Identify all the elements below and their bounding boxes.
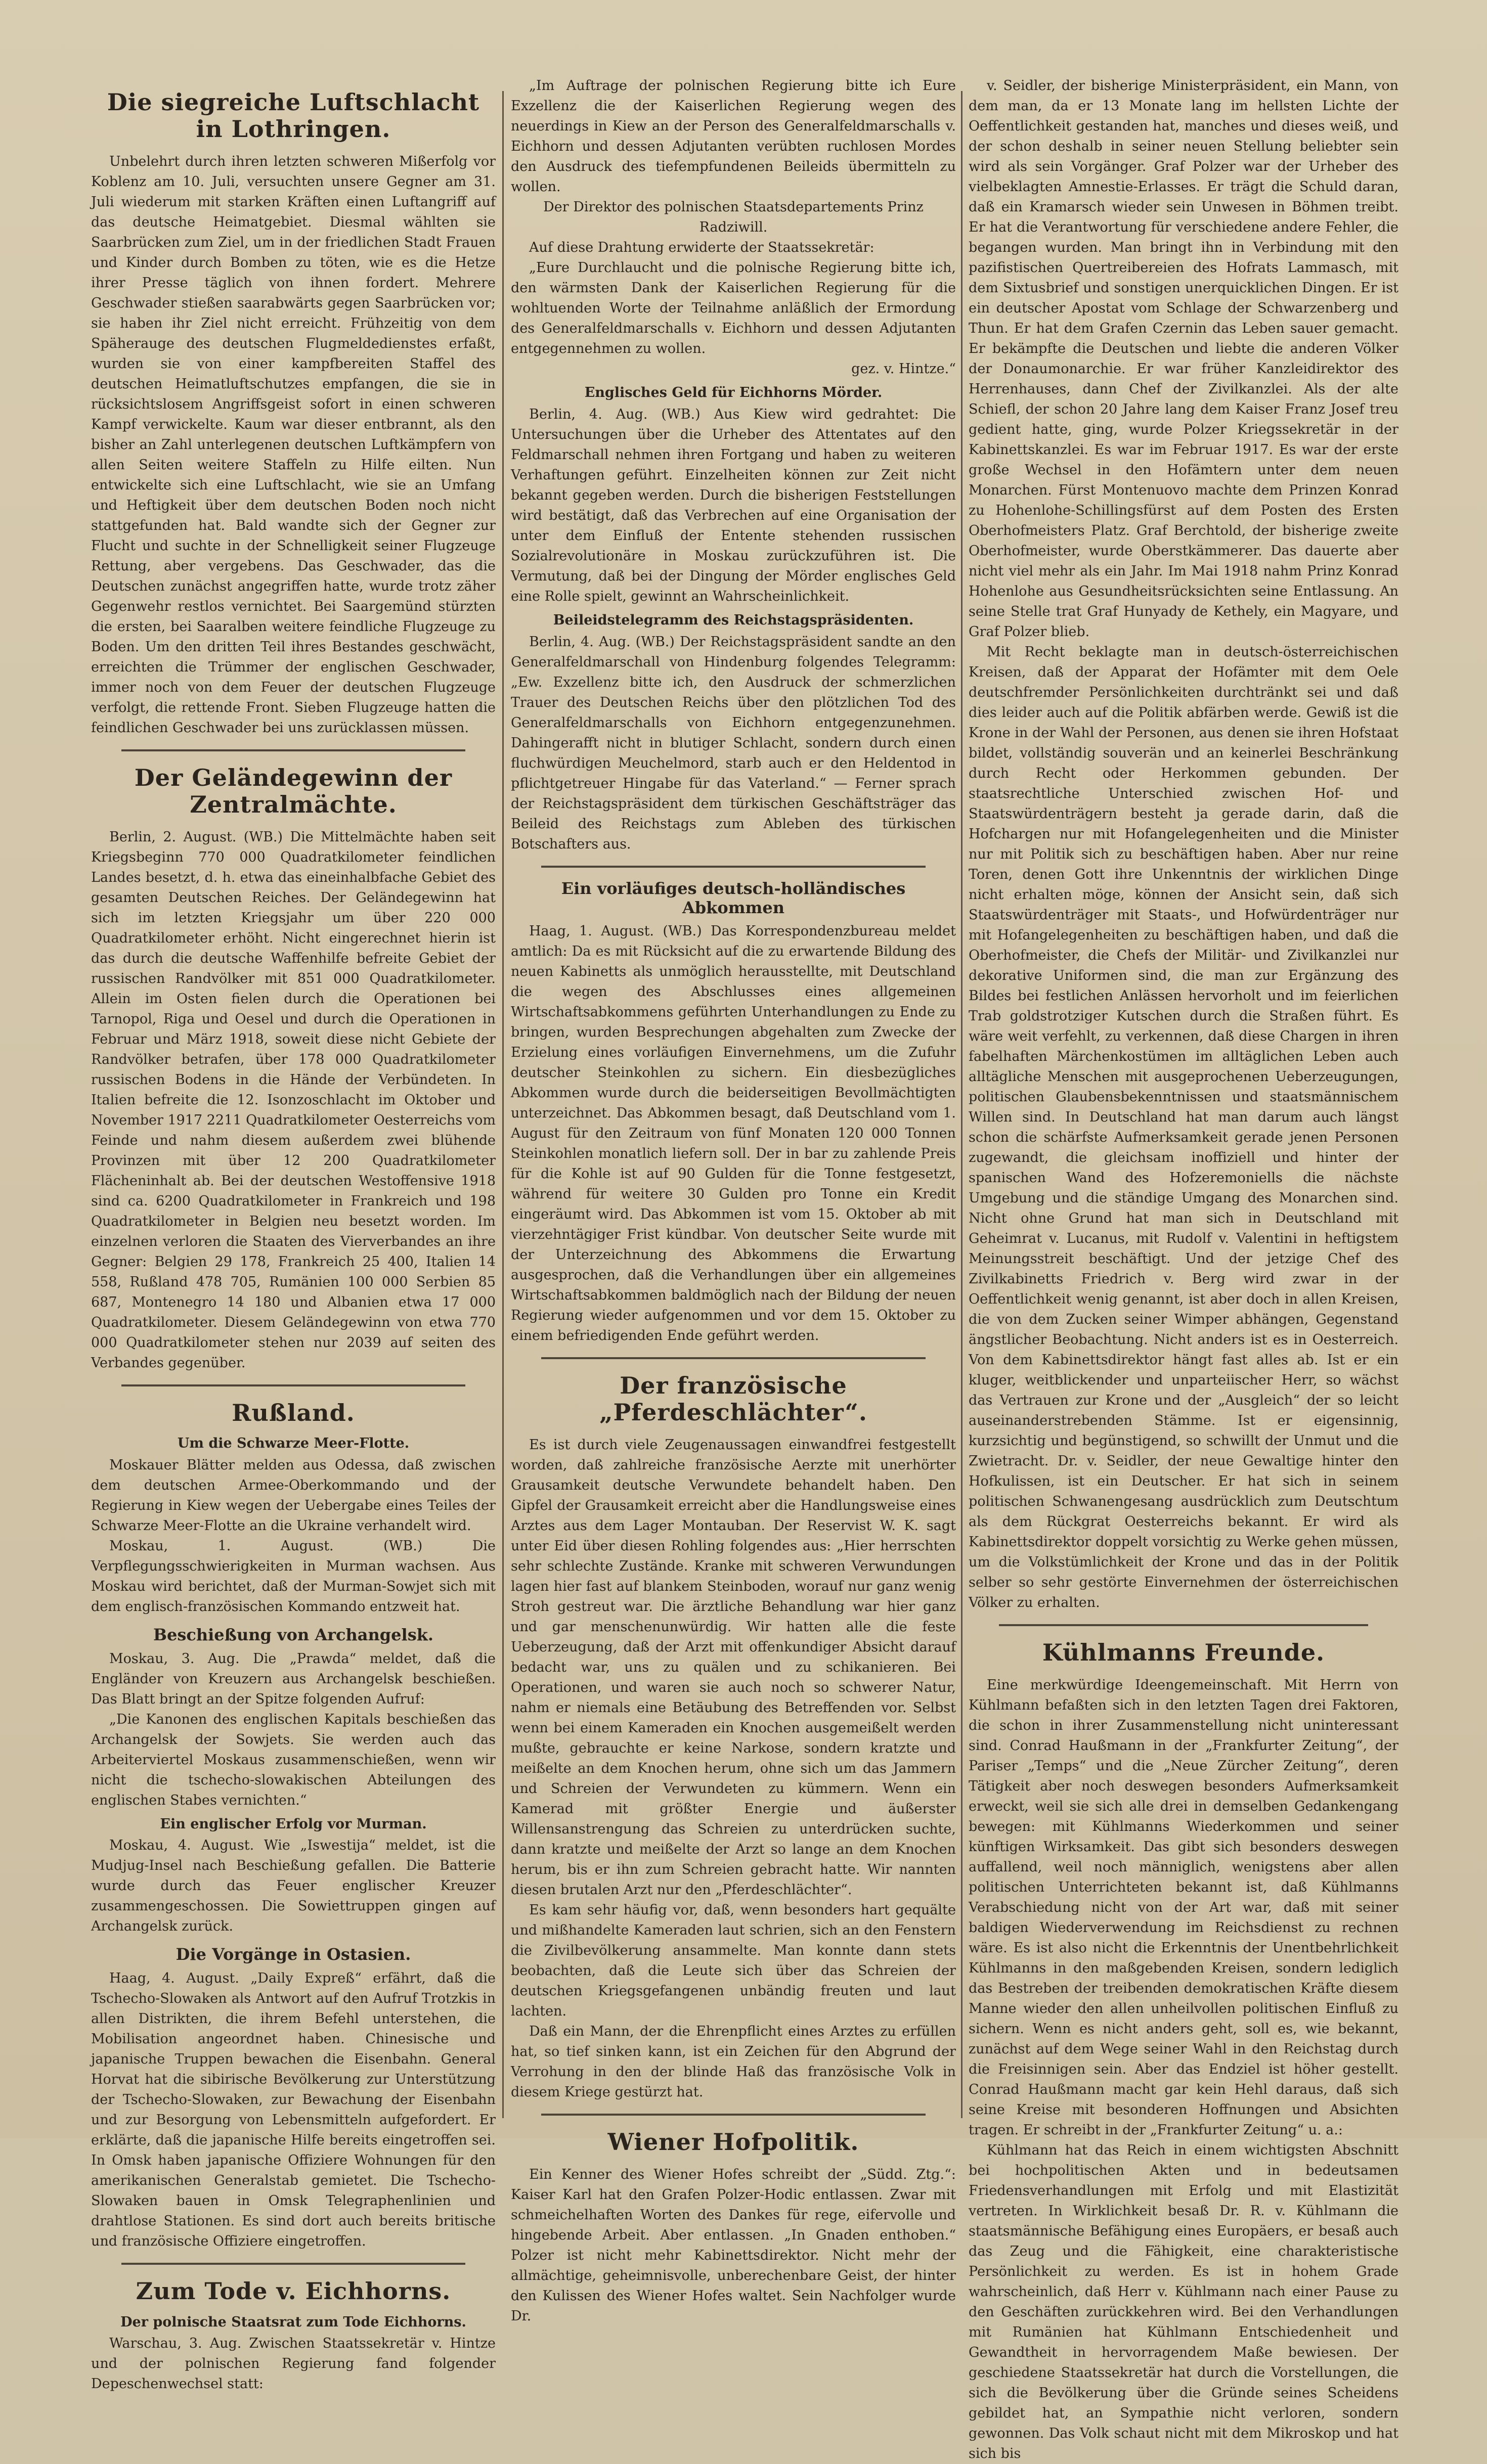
article-subheading: Die Vorgänge in Ostasien. bbox=[176, 1945, 411, 1964]
article-title: Rußland. bbox=[232, 1399, 355, 1426]
article-paragraph: Moskau, 4. August. Wie „Iswestija“ meldet, ist die Mudjug-Insel nach Beschießung gefallen. Die Batterie wurde durch das Feuer englischer Kreuzer zusammengeschossen. Die Sowiettruppen gingen auf Archangelsk zurück. bbox=[91, 1838, 496, 1935]
article-separator bbox=[999, 1624, 1368, 1626]
article-paragraph: Berlin, 4. Aug. (WB.) Der Reichstagspräsident sandte an den Generalfeldmarschall von Hindenburg folgendes Telegramm: „Ew. Exzellenz bitte ich, den Ausdruck der schmerzlichen Trauer des Deutschen Reichs über den plötzlichen Tod des Generalfeldmarschalls von Eichhorn entgegenzunehmen. Dahingerafft nicht in blutiger Schlacht, sondern durch einen fluchwürdigen Meuchelmord, starb auch er den Heldentod in pflichtgetreuer Hingabe für das Vaterland.“ — Ferner sprach der Reichstagspräsident dem türkischen Geschäftsträger das Beileid des Reichstags zum Ableben des türkischen Botschafters aus. bbox=[511, 634, 956, 852]
column-middle bbox=[511, 76, 956, 2324]
article-paragraph: v. Seidler, der bisherige Ministerpräsident, ein Mann, von dem man, da er 13 Monate lang im hellsten Lichte der Oeffentlichkeit gestanden hat, manches und dieses weiß, und der schon deshalb in seiner neuen Stellung beliebter sein wird als sein Vorgänger. Graf Polzer war der Urheber des vielbeklagten Amnestie-Erlasses. Er trägt die Schuld daran, daß ein Kramarsch wieder sein Unwesen in Böhmen treibt. Er hat die Verantwortung für verschiedene andere Fehler, die begangen wurden. Man bringt ihn in Verbindung mit den pazifistischen Quertreibereien des Hofrats Lammasch, mit dem Sixtusbrief und sonstigen unerquicklichen Dingen. Er ist ein deutscher Apostat vom Schlage der Schwarzenberg und Thun. Er hat dem Grafen Czernin das Leben sauer gemacht. Er bekämpfte die Deutschen und liebte die anderen Völker der Donaumonarchie. Er war früher Kanzleidirektor des Herrenhauses, dann Chef der Zivilkanzlei. Als der alte Schiefl, der schon 20 Jahre lang dem Kaiser Franz Josef treu gedient hatte, ging, wurde Polzer Kriegssekretär in der Kabinettskanzlei. Es war im Februar 1917. Es war der erste große Wechsel in den Hofämtern unter dem neuen Monarchen. Fürst Montenuovo machte dem Prinzen Konrad zu Hohenlohe-Schillingsfürst auf dem Posten des Ersten Oberhofmeisters Platz. Graf Berchtold, der bisherige zweite Oberhofmeister, wurde Oberstkämmerer. Das dauerte aber nicht viel mehr als ein Jahr. Im Mai 1918 nahm Prinz Konrad Hohenlohe aus Gesundheitsrücksichten seine Entlassung. An seine Stelle trat Graf Hunyady de Kethely, ein Magyare, und Graf Polzer blieb. bbox=[969, 78, 1398, 640]
article-title: Kühlmanns Freunde. bbox=[1042, 1639, 1325, 1666]
article-paragraph: Berlin, 4. Aug. (WB.) Aus Kiew wird gedrahtet: Die Untersuchungen über die Urheber des Attentates auf den Feldmarschall nehmen ihren Fortgang und haben zu weiteren Verhaftungen geführt. Einzelheiten können zur Zeit nicht bekannt gegeben werden. Durch die bisherigen Feststellungen wird bestätigt, daß das Verbrechen auf eine Organisation der unter dem Einfluß der Entente stehenden russischen Sozialrevolutionäre in Moskau zurückzuführen ist. Die Vermutung, daß bei der Dingung der Mörder englisches Geld eine Rolle spielt, gewinnt an Wahrscheinlichkeit. bbox=[511, 406, 956, 604]
article-subheading: Englisches Geld für Eichhorns Mörder. bbox=[584, 385, 883, 400]
article-paragraph: Daß ein Mann, der die Ehrenpflicht eines Arztes zu erfüllen hat, so tief sinken kann, ist ein Zeichen für den Abgrund der Verrohung in den der blinde Haß das französische Volk in diesem Kriege gestürzt hat. bbox=[511, 2024, 956, 2100]
article-separator bbox=[121, 2263, 465, 2265]
column-right bbox=[969, 76, 1398, 2461]
article-paragraph: Berlin, 2. August. (WB.) Die Mittelmächte haben seit Kriegsbeginn 770 000 Quadratkilometer feindlichen Landes besetzt, d. h. etwa das eineinhalbfache Gebiet des gesamten Deutschen Reiches. Der Geländegewinn hat sich im letzten Kriegsjahr um über 220 000 Quadratkilometer erhöht. Nicht eingerechnet hierin ist das durch die deutsche Waffenhilfe befreite Gebiet der russischen Randvölker mit 851 000 Quadratkilometer. Allein im Osten fielen durch die Operationen bei Tarnopol, Riga und Oesel und durch die Operationen in Februar und März 1918, soweit diese nicht Gebiete der Randvölker betrafen, über 178 000 Quadratkilometer russischen Bodens in die Hände der Verbündeten. In Italien befreite die 12. Isonzoschlacht im Oktober und November 1917 2211 Quadratkilometer Oesterreichs vom Feinde und nahm diesem außerdem zwei blühende Provinzen mit über 12 200 Quadratkilometer Flächeninhalt ab. Bei der deutschen Westoffensive 1918 sind ca. 6200 Quadratkilometer in Frankreich und 198 Quadratkilometer in Belgien neu besetzt worden. Im einzelnen verloren die Staaten des Vierverbandes an ihre Gegner: Belgien 29 178, Frankreich 25 400, Italien 14 558, Rußland 478 705, Rumänien 100 000 Serbien 85 687, Montenegro 14 180 und Albanien etwa 17 000 Quadratkilometer. Diesem Geländegewinn von etwa 770 000 Quadratkilometer stehen nur 2039 auf seiten des Verbandes gegenüber. bbox=[91, 829, 496, 1371]
article-paragraph: Haag, 4. August. „Daily Expreß“ erfährt, daß die Tschecho-Slowaken als Antwort auf den Aufruf Trotzkis in allen Distrikten, die ihrem Befehl unterstehen, die Mobilisation angeordnet haben. Chinesische und japanische Truppen bewachen die Eisenbahn. General Horvat hat die sibirische Bevölkerung zur Unterstützung der Tschecho-Slowaken, zur Bewachung der Eisenbahn und zur Besorgung von Lebensmitteln aufgefordert. Er erklärte, daß die japanische Hilfe bereits eingetroffen sei. In Omsk haben japanische Offiziere Wohnungen für den amerikanischen Generalstab gemietet. Die Tschecho-Slowaken bauen in Omsk Telegraphenlinien und drahtlose Stationen. Es sind dort auch bereits britische und französische Offiziere eingetroffen. bbox=[91, 1970, 496, 2249]
article-paragraph: Moskauer Blätter melden aus Odessa, daß zwischen dem deutschen Armee-Oberkommando und der Regierung in Kiew wegen der Uebergabe eines Teiles der Schwarze Meer-Flotte an die Ukraine verhandelt wird. bbox=[91, 1457, 496, 1534]
article-title: Der Geländegewinn der Zentralmächte. bbox=[134, 764, 453, 818]
article-paragraph: Eine merkwürdige Ideengemeinschaft. Mit Herrn von Kühlmann befaßten sich in den letzten Tagen drei Faktoren, die schon in ihrer Zusammenstellung nicht uninteressant sind. Conrad Haußmann in der „Frankfurter Zeitung“, der Pariser „Temps“ und die „Neue Zürcher Zeitung“, deren Tätigkeit aber noch deswegen besonders Aufmerksamkeit erweckt, weil sie sich alle drei in demselben Gedankengang bewegen: mit Kühlmanns Wiederkommen und seiner künftigen Wirksamkeit. Das gibt sich besonders deswegen auffallend, weil noch männiglich, wenigstens aber allen politischen Unterrichteten bekannt ist, daß Kühlmanns Verabschiedung nicht von der Art war, daß mit seiner baldigen Wiederverwendung im Reichsdienst zu rechnen wäre. Es ist also nicht die Erkenntnis der Unentbehrlichkeit Kühlmanns in den maßgebenden Kreisen, sondern lediglich das Bestreben der treibenden demokratischen Kräfte diesem Manne wieder den allen unheilvollen politischen Einfluß zu sichern. Wenn es nicht anders geht, soll es, wie bekannt, zunächst auf dem Wege seiner Wahl in den Reichstag durch die Freisinnigen sein. Aber das Endziel ist höher gestellt. Conrad Haußmann macht gar kein Hehl daraus, daß sich seine Kreise mit besonderen Hoffnungen und Absichten tragen. Er schreibt in der „Frankfurter Zeitung“ u. a.: bbox=[969, 1677, 1398, 2138]
article-subheading: Beileidstelegramm des Reichstagspräsidenten. bbox=[553, 612, 914, 628]
signature: gez. v. Hintze.“ bbox=[851, 361, 956, 377]
article-subheading: Um die Schwarze Meer-Flotte. bbox=[177, 1436, 410, 1452]
article-separator bbox=[541, 1357, 926, 1359]
column-divider bbox=[961, 91, 963, 2118]
article-paragraph: Moskau, 3. Aug. Die „Prawda“ meldet, daß die Engländer von Kreuzern aus Archangelsk beschießen. Das Blatt bringt an der Spitze folgenden Aufruf: bbox=[91, 1650, 496, 1707]
article-quote: „Im Auftrage der polnischen Regierung bitte ich Eure Exzellenz die der Kaiserlichen Regierung wegen des neuerdings in Kiew an der Person des Generalfeldmarschalls v. Eichhorn und dessen Adjutanten verübten ruchlosen Mordes den Ausdruck des tiefempfundenen Beileids übermitteln zu wollen. bbox=[511, 78, 956, 195]
article-separator bbox=[541, 2114, 926, 2116]
article-paragraph: Mit Recht beklagte man in deutsch-österreichischen Kreisen, daß der Apparat der Hofämter mit dem Oele deutschfremder Persönlichkeiten durchtränkt sei und daß dies leider auch auf die Politik abfärben werde. Gewiß ist die Krone in der Wahl der Personen, aus denen sie ihren Hofstaat bildet, vollständig souverän und an keinerlei Beschränkung durch Recht oder Herkommen gebunden. Der staatsrechtliche Unterschied zwischen Hof- und Staatswürdenträgern besteht ja gerade darin, daß die Hofchargen nur mit Hofangelegenheiten und die Minister nur mit Politik sich zu beschäftigen haben. Aber nur reine Toren, denen Gott ihre Unkenntnis der wirklichen Dinge nicht erhalten möge, können der Ansicht sein, daß sich Staatswürdenträger mit Staats-, und Hofwürdenträger nur mit Hofangelegenheiten zu beschäftigen haben, und daß die Oberhofmeister, die Chefs der Militär- und Zivilkanzlei nur dekorative Uniformen sind, die man zur Ergänzung des Bildes bei festlichen Anlässen hervorholt und im feierlichen Trab goldstrotziger Kutschen durch die Straßen führt. Es wäre weit verfehlt, zu verkennen, daß diese Chargen in ihren fabelhaften Märchenkostümen im alltäglichen Leben auch alltägliche Menschen mit ausgeprochenen Ueberzeugungen, politischen Glaubensbekenntnissen und staatsmännischem Willen sind. In Deutschland hat man darum auch längst schon die schärfste Aufmerksamkeit gerade jenen Personen zugewandt, die gleichsam inoffiziell und hinter der spanischen Wand des Hofzeremoniells die nächste Umgebung und die ständige Umgang des Monarchen sind. Nicht ohne Grund hat man sich in Deutschland mit Geheimrat v. Lucanus, mit Rudolf v. Valentini in heftigstem Meinungsstreit beschäftigt. Und der jetzige Chef des Zivilkabinetts Friedrich v. Berg wird zwar in der Oeffentlichkeit wenig genannt, ist aber doch in allen Kreisen, die von dem Zucken seiner Wimper abhängen, Gegenstand ängstlicher Beobachtung. Nicht anders ist es in Oesterreich. Von dem Kabinettsdirektor hängt fast alles ab. Ist er ein kluger, weitblickender und unparteiischer Herr, so wächst das Vertrauen zur Krone und der „Ausgleich“ der so leicht auseinanderstrebenden Stämme. Ist er eigensinnig, kurzsichtig und begünstigend, so schwillt der Unmut und die Zwietracht. Dr. v. Seidler, der neue Gewaltige hinter den Hofkulissen, ist ein Deutscher. Er hat sich in seinem politischen Schwanengesang ausdrücklich zum Deutschtum als dem Rückgrat Oesterreichs bekannt. Er wird als Kabinettsdirektor doppelt vorsichtig zu Werke gehen müssen, um die Volkstümlichkeit der Krone und das in der Politik selber so sehr gestörte Einvernehmen der österreichischen Völker zu erhalten. bbox=[969, 644, 1398, 1610]
article-subheading: Der polnische Staatsrat zum Tode Eichhorns. bbox=[120, 2314, 466, 2330]
column-left bbox=[91, 76, 496, 2392]
article-title: Wiener Hofpolitik. bbox=[607, 2128, 859, 2156]
article-paragraph: Es kam sehr häufig vor, daß, wenn besonders hart gequälte und mißhandelte Kameraden laut schrien, sich an den Fenstern die Zivilbevölkerung ansammelte. Man konnte dann stets beobachten, daß die Leute sich über das Schreien der deutschen Kriegsgefangenen unbändig freuten und laut lachten. bbox=[511, 1902, 956, 2020]
column-divider bbox=[502, 91, 504, 2118]
article-separator bbox=[121, 749, 465, 751]
signature: Der Direktor des polnischen Staatsdepartements Prinz Radziwill. bbox=[543, 199, 924, 235]
article-paragraph: Kühlmann hat das Reich in einem wichtigsten Abschnitt bei hochpolitischen Akten und in bedeutsamen Friedensverhandlungen mit Erfolg und mit Elastizität vertreten. In Wirklichkeit besaß Dr. R. v. Kühlmann die staatsmännische Befähigung eines Europäers, er besaß auch das Zeug und die Fähigkeit, eine charakteristische Persönlichkeit zu werden. Es ist in hohem Grade wahrscheinlich, daß Herr v. Kühlmann nach einer Pause zu den Geschäften zurückkehren wird. Bei den Verhandlungen mit Rumänien hat Kühlmann Entschiedenheit und Gewandtheit in hervorragendem Maße bewiesen. Der geschiedene Staatssekretär hat durch die Vorstellungen, die sich die Bevölkerung über die Gründe seines Scheidens gebildet hat, an Sympathie nicht verloren, sondern gewonnen. Das Volk schaut nicht mit dem Mikroskop und hat sich bis bbox=[969, 2142, 1398, 2461]
article-paragraph: Es ist durch viele Zeugenaussagen einwandfrei festgestellt worden, daß zahlreiche französische Aerzte mit unerhörter Grausamkeit deutsche Verwundete behandelt haben. Den Gipfel der Grausamkeit erreicht aber die Handlungsweise eines Arztes aus dem Lager Montauban. Der Reservist W. K. sagt unter Eid über diesen Rohling folgendes aus: „Hier herrschten sehr schlechte Zustände. Kranke mit schweren Verwundungen lagen hier fast auf blankem Steinboden, worauf nur ganz wenig Stroh gestreut war. Die ärztliche Behandlung war hier ganz und gar menschenunwürdig. Wir hatten alle die feste Ueberzeugung, daß der Arzt mit offenkundiger Absicht darauf bedacht war, uns zu quälen und zu schikanieren. Bei Operationen, und waren sie auch noch so schwerer Natur, nahm er niemals eine Betäubung des Betreffenden vor. Selbst wenn bei einem Kameraden ein Knochen ausgemeißelt werden mußte, gebrauchte er keine Narkose, sondern kratzte und meißelte an dem Knochen herum, ohne sich um das Jammern und Schreien der Verwundeten zu kümmern. Wenn ein Kamerad mit größter Energie und äußerster Willensanstrengung das Schreien zu unterdrücken suchte, dann kratzte und meißelte der Arzt so lange an dem Knochen herum, bis er ihn zum Schreien gebracht hatte. Wir nannten diesen brutalen Arzt nur den „Pferdeschlächter“. bbox=[511, 1437, 956, 1898]
article-paragraph: Ein Kenner des Wiener Hofes schreibt der „Südd. Ztg.“: Kaiser Karl hat den Grafen Polzer-Hodic entlassen. Zwar mit schmeichelhaften Worten des Dankes für rege, eifervolle und hingebende Arbeit. Aber entlassen. „In Gnaden enthoben.“ Polzer ist nicht mehr Kabinettsdirektor. Nicht mehr der allmächtige, geheimnisvolle, unberechenbare Geist, der hinter den Kulissen des Wiener Hofes waltet. Sein Nachfolger wurde Dr. bbox=[511, 2166, 956, 2324]
article-paragraph: Auf diese Drahtung erwiderte der Staatssekretär: bbox=[529, 240, 874, 255]
article-title: Der französische „Pferdeschlächter“. bbox=[599, 1372, 867, 1426]
article-paragraph: Haag, 1. August. (WB.) Das Korrespondenzbureau meldet amtlich: Da es mit Rücksicht auf die zu erwartende Bildung des neuen Kabinetts als unmöglich herausstellte, mit Deutschland die wegen des Abschlusses eines allgemeinen Wirtschaftsabkommens geführten Unterhandlungen zu Ende zu bringen, wurden Besprechungen abgehalten zum Zwecke der Erzielung eines vorläufigen Einvernehmens, um die Zufuhr deutscher Steinkohlen zu sichern. Ein diesbezügliches Abkommen wurde durch die beiderseitigen Bevollmächtigten unterzeichnet. Das Abkommen besagt, daß Deutschland vom 1. August für den Zeitraum von fünf Monaten 120 000 Tonnen Steinkohlen monatlich liefern soll. Der in bar zu zahlende Preis für die Kohle ist auf 90 Gulden für die Tonne festgesetzt, während für weitere 30 Gulden pro Tonne ein Kredit eingeräumt wird. Das Abkommen ist vom 15. Oktober ab mit vierzehntägiger Frist kündbar. Von deutscher Seite wurde mit der Unterzeichnung des Abkommens die Erwartung ausgesprochen, daß die Verhandlungen über ein allgemeines Wirtschaftsabkommen baldmöglich nach der Bildung der neuen Regierung wieder aufgenommen und vor dem 15. Oktober zu einem befriedigenden Ende geführt werden. bbox=[511, 923, 956, 1344]
article-separator bbox=[121, 1384, 465, 1386]
article-paragraph: Warschau, 3. Aug. Zwischen Staatssekretär v. Hintze und der polnischen Regierung fand folgender Depeschenwechsel statt: bbox=[91, 2336, 496, 2392]
article-title: Ein vorläufiges deutsch-holländisches Abkommen bbox=[561, 878, 906, 917]
article-paragraph: Moskau, 1. August. (WB.) Die Verpflegungsschwierigkeiten in Murman wachsen. Aus Moskau wird berichtet, daß der Murman-Sowjet sich mit dem englisch-französischen Kommando entzweit hat. bbox=[91, 1538, 496, 1615]
article-title: Zum Tode v. Eichhorns. bbox=[136, 2277, 451, 2305]
article-separator bbox=[541, 866, 926, 868]
article-quote: „Eure Durchlaucht und die polnische Regierung bitte ich, den wärmsten Dank der Kaiserlichen Regierung für die wohltuenden Worte der Teilnahme anläßlich der Ermordung des Generalfeldmarschalls v. Eichhorn und dessen Adjutanten entgegennehmen zu wollen. bbox=[511, 260, 956, 356]
article-paragraph: Unbelehrt durch ihren letzten schweren Mißerfolg vor Koblenz am 10. Juli, versuchten unsere Gegner am 31. Juli wiederum mit starken Kräften einen Luftangriff auf das deutsche Heimatgebiet. Diesmal wählten sie Saarbrücken zum Ziel, um in der friedlichen Stadt Frauen und Kinder durch Bomben zu töten, wie es die Hetze ihrer Presse täglich von ihnen fordert. Mehrere Geschwader stießen saarabwärts gegen Saarbrücken vor; sie haben ihr Ziel nicht erreicht. Frühzeitig von dem Späherauge des deutschen Flugmeldedienstes erfaßt, wurden sie von einer kampfbereiten Staffel des deutschen Heimatluftschutzes empfangen, die sie in rücksichtslosem Angriffsgeist sofort in einen schweren Kampf verwickelte. Kaum war dieser entbrannt, als den bisher an Zahl unterlegenen deutschen Luftkämpfern von allen Seiten weitere Staffeln zu Hilfe eilten. Nun entwickelte sich eine Luftschlacht, wie sie an Umfang und Heftigkeit über dem deutschen Boden noch nicht stattgefunden hat. Bald wandte sich der Gegner zur Flucht und suchte in der Schnelligkeit seiner Flugzeuge Rettung, aber vergebens. Das Geschwader, das die Deutschen zunächst angegriffen hatte, wurde trotz zäher Gegenwehr restlos vernichtet. Bei Saargemünd stürzten die ersten, bei Saaralben weitere feindliche Flugzeuge zu Boden. Um den dritten Teil ihres Bestandes geschwächt, erreichten die Trümmer der englischen Geschwader, immer noch von dem Feuer der deutschen Flugzeuge verfolgt, die rettende Front. Sieben Flugzeuge hatten die feindlichen Geschwader bei uns zurücklassen müssen. bbox=[91, 153, 496, 736]
article-title: Die siegreiche Luftschlacht in Lothringen. bbox=[107, 88, 480, 143]
article-quote: „Die Kanonen des englischen Kapitals beschießen das Archangelsk der Sowjets. Sie werden auch das Arbeiterviertel Moskaus zusammenschießen, wenn wir nicht die tschecho-slowakischen Abteilungen des englischen Stabes vernichten.“ bbox=[91, 1711, 496, 1808]
article-subheading: Ein englischer Erfolg vor Murman. bbox=[160, 1816, 427, 1832]
article-subheading: Beschießung von Archangelsk. bbox=[153, 1625, 434, 1645]
